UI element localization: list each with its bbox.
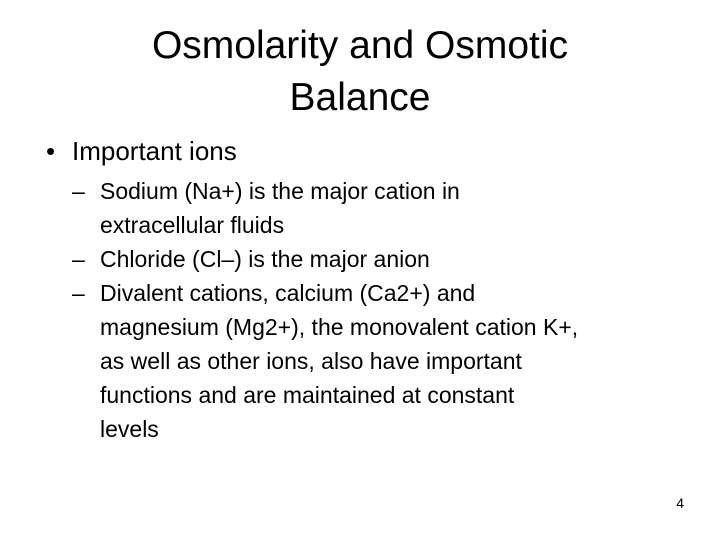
main-bullet-text: Important ions xyxy=(72,136,237,166)
sub-bullet-sodium xyxy=(72,174,690,242)
dash-symbol: – xyxy=(72,178,85,204)
sub-bullet-line: Divalent cations, calcium (Ca2+) and xyxy=(100,280,476,306)
bullet-symbol: • xyxy=(46,136,56,166)
sub-bullet-line: Chloride (Cl–) is the major anion xyxy=(100,246,430,272)
slide-title xyxy=(60,20,660,124)
slide-title-line: Balance xyxy=(289,76,431,119)
slide-number: 4 xyxy=(676,495,684,511)
sub-bullet-line: Sodium (Na+) is the major cation in xyxy=(100,178,460,204)
slide-title-line: Osmolarity and Osmotic xyxy=(151,24,569,67)
sub-bullet-line: extracellular fluids xyxy=(100,212,285,238)
sub-bullet-line: levels xyxy=(100,416,159,442)
dash-symbol: – xyxy=(72,280,85,306)
sub-bullet-line: magnesium (Mg2+), the monovalent cation K+, xyxy=(100,314,579,340)
sub-bullet-divalent-cations xyxy=(72,276,690,446)
main-bullet xyxy=(46,132,237,170)
sub-bullet-chloride xyxy=(72,242,690,276)
sub-bullet-line: as well as other ions, also have important xyxy=(100,348,522,374)
dash-symbol: – xyxy=(72,246,85,272)
sub-bullet-list xyxy=(72,174,690,446)
sub-bullet-line: functions and are maintained at constant xyxy=(100,382,515,408)
